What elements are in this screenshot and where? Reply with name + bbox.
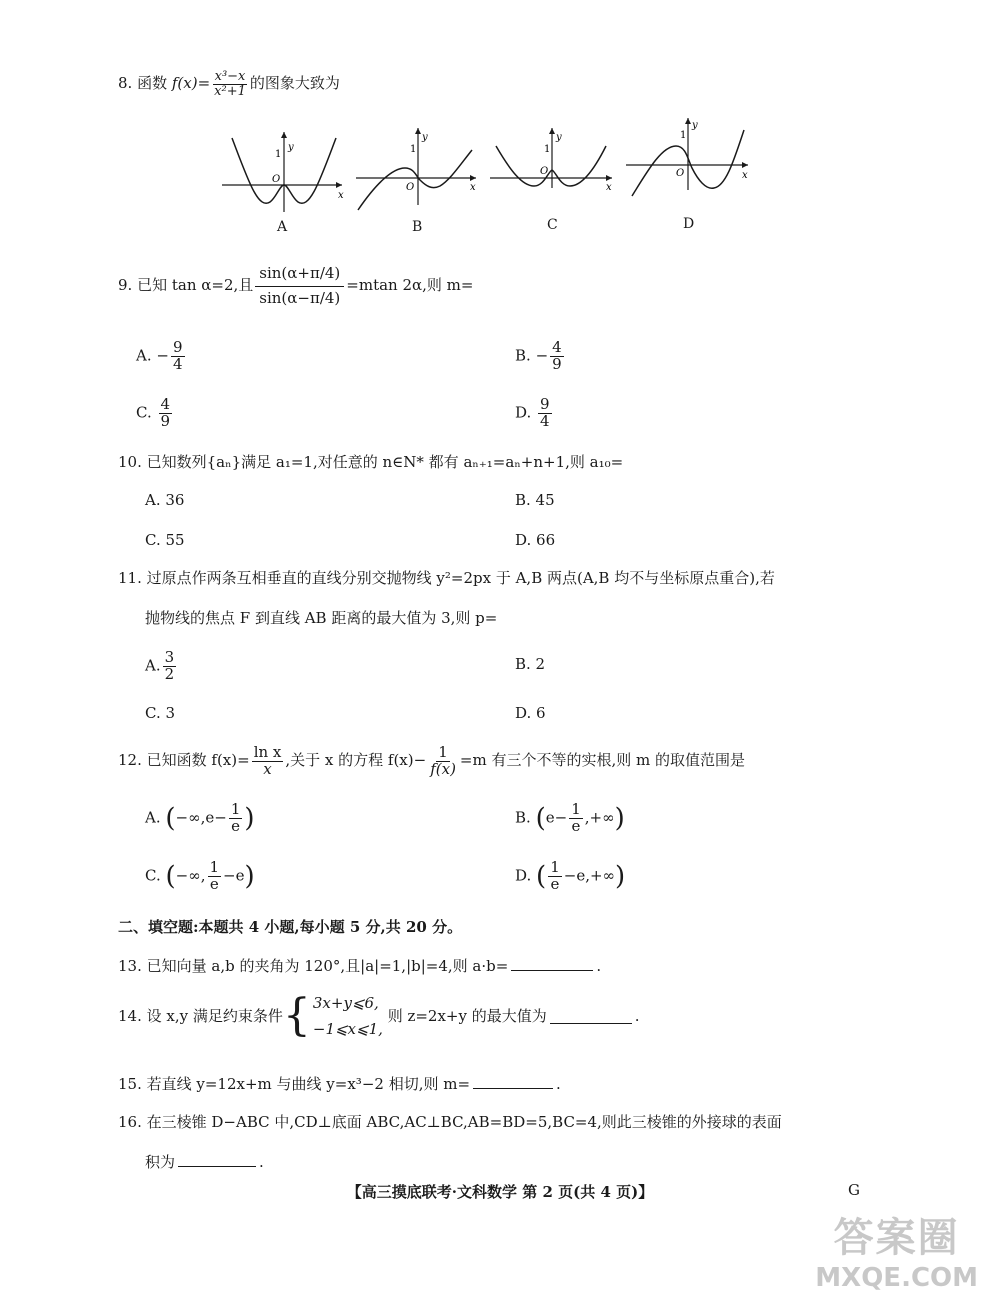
q9-option-a: A. − $\frac{9}{4}$	[136, 338, 183, 373]
graph-b-y-label: y	[422, 132, 428, 143]
graph-a-tick: 1	[275, 149, 282, 160]
q15-answer-blank	[473, 1074, 553, 1089]
watermark	[815, 1206, 978, 1293]
graph-label-b: B	[412, 219, 423, 235]
graph-d	[626, 118, 748, 196]
graph-b	[356, 128, 476, 210]
q13-answer-blank	[511, 956, 593, 971]
graph-c-curve	[496, 146, 606, 186]
q9-option-b: B. − $\frac{4}{9}$	[515, 338, 562, 373]
graph-b-tick: 1	[410, 144, 417, 155]
q14-answer-blank	[550, 1009, 632, 1024]
q12-suffix: =m 有三个不等的实根,则 m 的取值范围是	[459, 751, 746, 769]
graph-label-c: C	[547, 217, 558, 233]
q12-option-d: D. ( $\frac{1}{e}$ −e,+∞)	[515, 858, 626, 893]
q10-option-b: B. 45	[515, 491, 555, 509]
q10-stem: 10. 已知数列{aₙ}满足 a₁=1,对任意的 n∈N* 都有 aₙ₊₁=aₙ+n+1,则 a₁₀=	[118, 453, 624, 471]
graph-d-x-label: x	[742, 170, 748, 181]
q16-stem-1: 16. 在三棱锥 D−ABC 中,CD⊥底面 ABC,AC⊥BC,AB=BD=5,BC=4,则此三棱锥的外接球的表面	[118, 1113, 782, 1131]
q12-prefix: 12. 已知函数 f(x)=	[118, 751, 250, 769]
q10-option-c: C. 55	[145, 531, 185, 549]
q9-prefix: 9. 已知 tan α=2,且	[118, 276, 254, 294]
graph-b-x-label: x	[470, 182, 476, 193]
graph-d-y-label: y	[692, 120, 698, 131]
q14-constraint-2: −1⩽x⩽1,	[312, 1020, 383, 1038]
q11-stem-1: 11. 过原点作两条互相垂直的直线分别交抛物线 y²=2px 于 A,B 两点(A,B 均不与坐标原点重合),若	[118, 569, 775, 587]
q11-option-c: C. 3	[145, 704, 176, 722]
q8-num: x³−x	[214, 69, 246, 84]
graph-label-d: D	[683, 216, 695, 232]
q12-stem	[118, 740, 745, 780]
q8-den: x²+1	[214, 83, 246, 99]
q8-suffix: 的图象大致为	[249, 74, 340, 93]
q9-stem	[118, 255, 473, 315]
q11-stem-2: 抛物线的焦点 F 到直线 AB 距离的最大值为 3,则 p=	[145, 609, 498, 627]
q12-option-a: A. (−∞,e− $\frac{1}{e}$ )	[145, 800, 255, 835]
watermark-logo-text: 答案圈	[833, 1214, 960, 1261]
q8-func: f(x)=	[171, 74, 211, 93]
q15-stem: 15. 若直线 y=12x+m 与曲线 y=x³−2 相切,则 m= .	[118, 1075, 561, 1093]
graph-b-curve	[358, 150, 472, 210]
graph-c-origin: O	[540, 166, 549, 177]
q12-mid: ,关于 x 的方程 f(x)−	[285, 751, 427, 769]
q14-system: { 3x+y⩽6, −1⩽x⩽1,	[282, 990, 383, 1041]
q9-num: sin(α+π/4)	[255, 262, 344, 287]
q10-option-a: A. 36	[145, 491, 185, 509]
q12-option-b: B. (e− $\frac{1}{e}$ ,+∞)	[515, 800, 625, 835]
q8-stem	[118, 70, 340, 98]
q9-suffix: =mtan 2α,则 m=	[346, 276, 474, 294]
q11-option-a: A. $\frac{3}{2}$	[145, 648, 175, 683]
q12-option-c: C. (−∞, $\frac{1}{e}$ −e)	[145, 858, 255, 893]
graph-c-x-label: x	[606, 182, 612, 193]
graph-d-origin: O	[676, 168, 685, 179]
watermark-url: MXQE.COM	[815, 1263, 978, 1293]
graph-d-tick: 1	[680, 130, 687, 141]
graph-a-origin: O	[272, 174, 281, 185]
q8-fraction	[212, 70, 248, 98]
q11-option-b: B. 2	[515, 655, 546, 673]
q8-prefix: 8. 函数	[118, 74, 172, 93]
q16-answer-blank	[178, 1152, 256, 1167]
q8-graphs	[0, 110, 1000, 220]
graph-c-tick: 1	[544, 144, 551, 155]
q11-option-d: D. 6	[515, 704, 546, 722]
q16-stem-2: 积为 .	[145, 1153, 264, 1171]
graph-a-y-label: y	[288, 142, 294, 153]
graph-c-y-label: y	[556, 132, 562, 143]
q9-fraction	[255, 262, 344, 311]
q14-constraint-1: 3x+y⩽6,	[312, 994, 379, 1012]
q9-option-d: D. $\frac{9}{4}$	[515, 395, 550, 430]
page-footer: 【高三摸底联考·文科数学 第 2 页(共 4 页)】	[346, 1183, 654, 1201]
q14-stem: 14. 设 x,y 满足约束条件 { 3x+y⩽6, −1⩽x⩽1, 则 z=2x+y 的最大值为 .	[118, 990, 640, 1041]
q13-stem: 13. 已知向量 a,b 的夹角为 120°,且|a|=1,|b|=4,则 a·b= .	[118, 957, 602, 975]
graph-a	[222, 132, 344, 212]
graph-a-x-label: x	[338, 190, 344, 201]
section-2-heading: 二、填空题:本题共 4 小题,每小题 5 分,共 20 分。	[118, 918, 463, 936]
q9-option-c: C. $\frac{4}{9}$	[136, 395, 171, 430]
paper-code: G	[848, 1181, 860, 1199]
graph-b-origin: O	[406, 182, 415, 193]
q12-f-fraction: $\frac{\text{ln x}}{x}$	[253, 742, 282, 778]
graph-label-a: A	[277, 219, 288, 235]
q12-g-fraction: $\frac{1}{f(x)}$	[430, 742, 456, 778]
graph-c	[490, 128, 612, 193]
q9-den: sin(α−π/4)	[259, 288, 341, 307]
q10-option-d: D. 66	[515, 531, 556, 549]
